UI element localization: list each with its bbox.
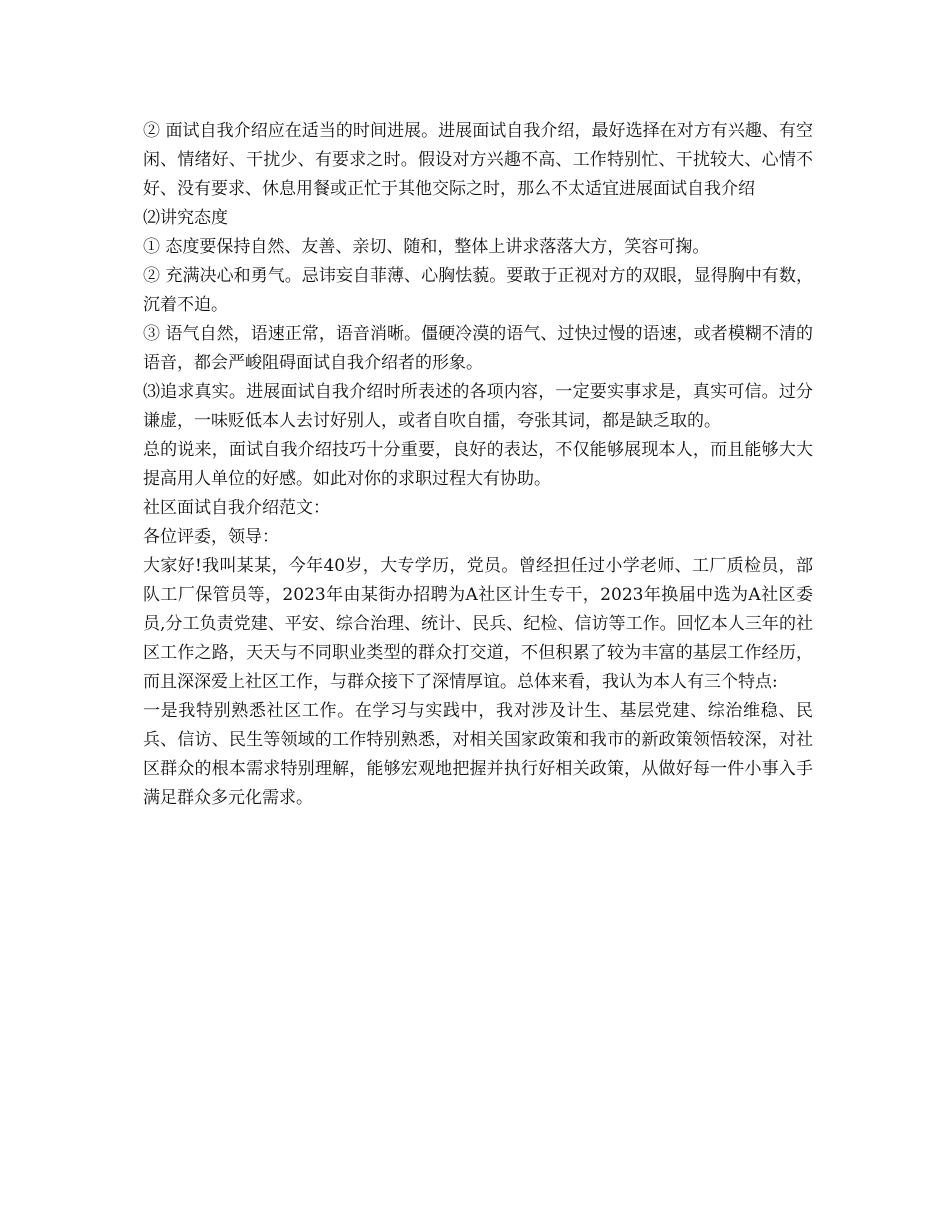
paragraph-self-introduction: 大家好!我叫某某，今年40岁，大专学历，党员。曾经担任过小学老师、工厂质检员，部队工厂保管员等，2023年由某街办招聘为A社区计生专干，2023年换届中选为A社区委员,分工负责党建、平安、综合治理、统计、民兵、纪检、信访等工作。回忆本人三年的社区工作之路，天天与不同职业类型的群众打交道，不但积累了较为丰富的基层工作经历，而且深深爱上社区工作，与群众接下了深情厚谊。总体来看，我认为本人有三个特点:: [143, 556, 813, 692]
paragraph-summary: 总的说来，面试自我介绍技巧十分重要，良好的表达，不仅能够展现本人，而且能够大大提高用人单位的好感。如此对你的求职过程大有协助。: [143, 440, 813, 489]
salutation: 各位评委，领导：: [143, 527, 279, 547]
heading-attitude: ⑵讲究态度: [143, 208, 228, 228]
sample-title: 社区面试自我介绍范文：: [143, 498, 330, 518]
paragraph-trait-one: 一是我特别熟悉社区工作。在学习与实践中，我对涉及计生、基层党建、综治维稳、民兵、信访、民生等领域的工作特别熟悉，对相关国家政策和我市的新政策领悟较深，对社区群众的根本需求特别理解，能够宏观地把握并执行好相关政策，从做好每一件小事入手满足群众多元化需求。: [143, 701, 813, 808]
paragraph-arrange-timing: ② 面试自我介绍应在适当的时间进展。进展面试自我介绍，最好选择在对方有兴趣、有空闲、情绪好、干扰少、有要求之时。假设对方兴趣不高、工作特别忙、干扰较大、心情不好、没有要求、休息用餐或正忙于其他交际之时，那么不太适宜进展面试自我介绍: [143, 121, 813, 199]
paragraph-confidence: ② 充满决心和勇气。忌讳妄自菲薄、心胸怯藐。要敢于正视对方的双眼，显得胸中有数，沉着不迫。: [143, 266, 813, 315]
paragraph-tone: ③ 语气自然，语速正常，语音消晰。僵硬冷漠的语气、过快过慢的语速，或者模糊不清的语音，都会严峻阻碍面试自我介绍者的形象。: [143, 324, 813, 373]
document-page: [143, 117, 813, 813]
paragraph-natural-attitude: ① 态度要保持自然、友善、亲切、随和，整体上讲求落落大方，笑容可掬。: [143, 237, 710, 257]
paragraph-truthfulness: ⑶追求真实。进展面试自我介绍时所表述的各项内容，一定要实事求是，真实可信。过分谦虚，一味贬低本人去讨好别人，或者自吹自擂，夸张其词，都是缺乏取的。: [143, 382, 813, 431]
